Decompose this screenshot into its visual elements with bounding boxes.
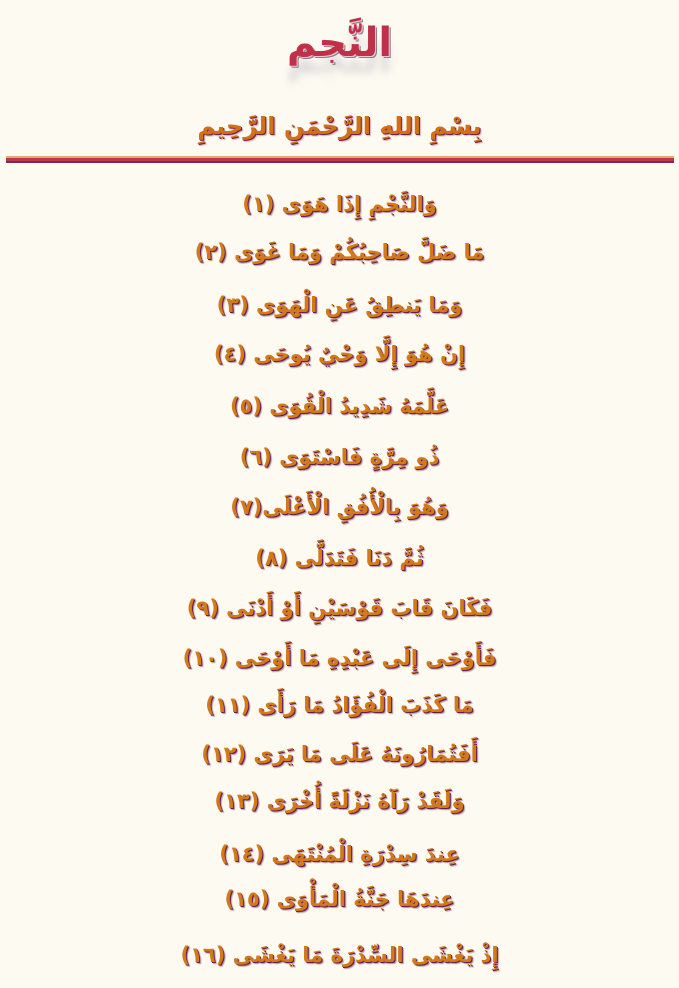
verse-6: ذُو مِرَّةٍ فَاسْتَوَى (٦) (239, 445, 440, 469)
verse-11: مَا كَذَبَ الْفُؤَادُ مَا رَأَى (١١) (205, 693, 474, 717)
verse-3: وَمَا يَنطِقُ عَنِ الْهَوَى (٣) (216, 293, 463, 317)
verse-4: إِنْ هُوَ إِلَّا وَحْيٌ يُوحَى (٤) (213, 342, 466, 366)
verse-1: وَالنَّجْمِ إِذَا هَوَى (١) (242, 192, 437, 216)
verse-13: وَلَقَدْ رَآهُ نَزْلَةً أُخْرَى (١٣) (214, 789, 465, 813)
verse-2: مَا ضَلَّ صَاحِبُكُمْ وَمَا غَوَى (٢) (194, 240, 485, 264)
verse-5: عَلَّمَهُ شَدِيدُ الْقُوَى (٥) (229, 394, 450, 418)
verse-15: عِندَهَا جَنَّةُ الْمَأْوَى (١٥) (224, 887, 455, 911)
verse-12: أَفَتُمَارُونَهُ عَلَى مَا يَرَى (١٢) (201, 742, 478, 766)
divider (6, 156, 674, 164)
surah-title-logo: النَّجم (286, 20, 393, 66)
divider-line-bottom (6, 161, 674, 163)
verse-16: إِذْ يَغْشَى السِّدْرَةَ مَا يَغْشَى (١٦) (180, 943, 499, 967)
verse-7: وَهُوَ بِالْأُفُقِ الْأَعْلَى(٧) (230, 495, 449, 519)
verse-10: فَأَوْحَى إِلَى عَبْدِهِ مَا أَوْحَى (١٠) (182, 646, 497, 670)
verse-9: فَكَانَ قَابَ قَوْسَيْنِ أَوْ أَدْنَى (٩) (186, 596, 493, 620)
basmala: بِسْمِ اللهِ الرَّحْمَنِ الرَّحِيمِ (197, 112, 482, 140)
verse-14: عِندَ سِدْرَةِ الْمُنْتَهَى (١٤) (219, 842, 460, 866)
verse-8: ثُمَّ دَنَا فَتَدَلَّى (٨) (255, 546, 424, 570)
